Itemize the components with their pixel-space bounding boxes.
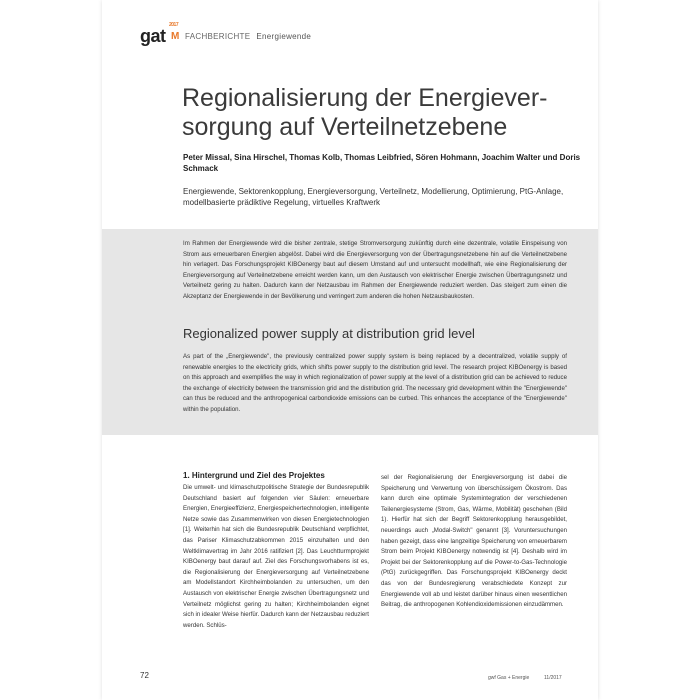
- body-text-left: Die umwelt- und klimaschutzpolitische Strategie der Bundesrepublik Deutschland basiert auf folgenden vier Säulen: erneuerbare Energien, Energieeffizienz, Energiespeichertechnologien, intelligente Netze sowie das Zusammenwirken von diesen Energietechnologien [1]. Weiterhin hat sich die Bundesrepublik Deutschland verpflichtet, das Pariser Klimaschutzabkommen 2015 einzuhalten und den Weltklimavertrag im Jahr 2016 ratifiziert [2]. Das Leuchtturmprojekt KIBOenergy baut darauf auf. Ziel des Forschungsvorhabens ist es, die Regionalisierung der Energieversorgung auf Verteilnetzebene am Modellstandort Kirchheimbolanden zu untersuchen, um den Austausch von elektrischer Energie zwischen Übertragungsnetz und Verteilnetz möglichst gering zu halten; Kirchheimbolanden eignet sich in idealer Weise hierfür. Dadurch kann der Netzausbau reduziert werden. Schlüs-: [183, 484, 369, 629]
- logo-mark: M: [171, 31, 179, 42]
- english-title: Regionalized power supply at distribution grid level: [183, 326, 475, 341]
- journal-logo: [140, 22, 179, 47]
- section-heading: 1. Hintergrund und Ziel des Projektes: [183, 471, 325, 480]
- body-column-right: [381, 473, 567, 611]
- footer-issue: 11/2017: [544, 675, 562, 681]
- section-topic: Energiewende: [256, 32, 312, 41]
- logo-text: gat: [140, 26, 166, 46]
- page-number: 72: [140, 671, 149, 680]
- logo-year: 2017: [169, 22, 179, 28]
- journal-page: [102, 0, 598, 700]
- article-title: Regionalisierung der Energiever- sorgung auf Verteilnetzebene: [182, 84, 548, 141]
- section-name: FACHBERICHTE: [185, 32, 251, 41]
- footer-journal: gwf Gas + Energie: [488, 675, 530, 681]
- article-keywords: Energiewende, Sektorenkopplung, Energieversorgung, Verteilnetz, Modellierung, Optimierung, PtG-Anlage, modellbasierte prädiktive Regelung, virtuelles Kraftwerk: [183, 187, 564, 207]
- body-text-right: sel der Regionalisierung der Energieversorgung ist dabei die Speicherung und Verwertung von überschüssigem Ökostrom. Das kann durch eine optimale Systemintegration der verschiedenen Teilenergiesysteme (Strom, Gas, Wärme, Mobilität) geschehen (Bild 1). Hierfür hat sich der Begriff Sektorenkopplung herausgebildet, neuerdings auch „Modal-Switch" genannt [3]. Voruntersuchungen haben gezeigt, dass eine langzeitige Speicherung von erneuerbarem Strom beim Projekt KIBOenergy notwendig ist [4]. Deshalb wird im Projekt bei der Sektorenkopplung auf die Power-to-Gas-Technologie (PtG) zurückgegriffen. Das Forschungsprojekt KIBOenergy deckt das von der Bundesregierung verabschiedete Konzept zur Energiewende voll ab und leistet darüber hinaus einen wesentlichen Beitrag, die anthropogenen Kohlendioxidemissionen einzudämmen.: [381, 474, 567, 609]
- body-column-left: [183, 470, 369, 631]
- section-label: [185, 32, 311, 41]
- article-authors: Peter Missal, Sina Hirschel, Thomas Kolb, Thomas Leibfried, Sören Hohmann, Joachim Walter und Doris Schmack: [183, 153, 581, 173]
- abstract-german: Im Rahmen der Energiewende wird die bisher zentrale, stetige Stromversorgung zukünftig durch eine dezentrale, volatile Einspeisung von Strom aus erneuerbaren Energien abgelöst. Dabei wird die Energieversorgung von der Übertragungsnetzebene hin auf die Verteilnetzebene hin verlagert. Das Forschungsprojekt KIBOenergy baut auf diesem Umstand auf und untersucht modellhaft, wie eine Regionalisierung der Energieversorgung auf Verteilnetzebene erreicht werden kann, um den Austausch von elektrischer Energie zwischen Übertragungsnetz und Verteilnetz gering zu halten. Dadurch kann der Netzausbau im Rahmen der Energiewende reduziert werden. Das steigert zum einen die Akzeptanz der Energiewende in der Bevölkerung und verringert zum anderen die hohen Netzausbaukosten.: [183, 240, 567, 300]
- abstract-english: As part of the „Energiewende", the previously centralized power supply system is being replaced by a decentralized, volatile supply of renewable energies to the electricity grids, which shifts power supply to the distribution grid level. The research project KIBOenergy is based on this approach and exemplifies the way in which regionalization of power supply at the level of a distribution grid can be achieved to reduce the exchange of electricity between the transmission grid and the distribution grid. The necessary grid development within the "Energiewende" can thus be reduced and the anthropogenical carbondioxide emissions can be curbed. This enhances the acceptance of the "Energiewende" within the population.: [183, 353, 567, 413]
